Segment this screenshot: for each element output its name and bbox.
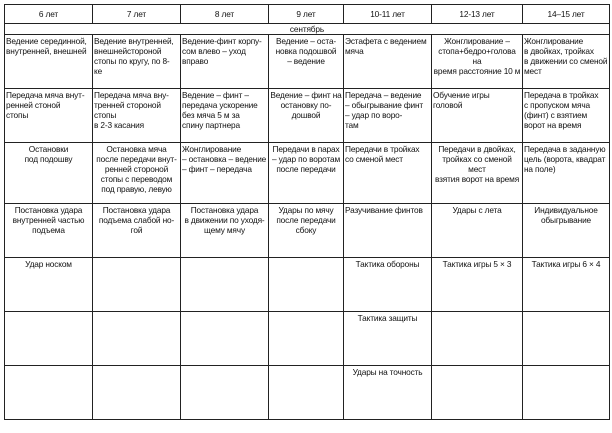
table-cell xyxy=(432,143,523,204)
table-cell xyxy=(5,143,93,204)
table-row xyxy=(5,35,610,89)
table-cell xyxy=(523,143,610,204)
table-cell xyxy=(523,35,610,89)
cell-text: Обучение игры головой xyxy=(433,90,490,110)
cell-text: Передача мяча внут- ренней стоной стопы xyxy=(6,90,85,120)
header-age-6: 6 лет xyxy=(5,5,93,24)
table-cell xyxy=(181,143,269,204)
table-cell xyxy=(523,258,610,312)
cell-text: Жонглирование в двойках, тройках в движении со сменой мест xyxy=(524,36,608,76)
table-cell xyxy=(344,366,432,420)
month-row xyxy=(5,24,610,35)
table-cell xyxy=(181,366,269,420)
cell-text: Передача в заданную цель (ворота, квадрат на поле) xyxy=(524,144,606,174)
table-cell xyxy=(181,312,269,366)
table-cell xyxy=(181,258,269,312)
cell-text: Передачи в парах – удар по воротам после передачи xyxy=(271,144,341,174)
table-row xyxy=(5,204,610,258)
cell-text: Тактика защиты xyxy=(357,313,418,323)
header-age-7: 7 лет xyxy=(93,5,181,24)
cell-text: Тактика обороны xyxy=(355,259,420,269)
cell-text: Ведение – оста- новка подошвой – ведение xyxy=(275,36,337,66)
cell-text: Удары с лета xyxy=(452,205,502,215)
cell-text: Тактика игры 5 × 3 xyxy=(442,259,512,269)
cell-text: Эстафета с ведением мяча xyxy=(345,36,427,56)
table-cell xyxy=(269,312,344,366)
header-age-12-13: 12-13 лет xyxy=(432,5,523,24)
table-cell xyxy=(269,366,344,420)
cell-text: Ведение-финт корпу- сом влево – уход вправо xyxy=(182,36,262,66)
cell-text: Ведение – финт на остановку по- дошвой xyxy=(270,90,342,120)
table-row xyxy=(5,258,610,312)
table-cell xyxy=(432,366,523,420)
table-cell xyxy=(344,143,432,204)
training-plan-table xyxy=(4,4,610,420)
table-cell xyxy=(5,89,93,143)
table-row xyxy=(5,89,610,143)
header-age-8: 8 лет xyxy=(181,5,269,24)
table-cell xyxy=(432,312,523,366)
header-age-9: 9 лет xyxy=(269,5,344,24)
cell-text: Удары по мячу после передачи сбоку xyxy=(276,205,336,235)
table-cell xyxy=(269,89,344,143)
table-row xyxy=(5,366,610,420)
table-cell xyxy=(432,89,523,143)
table-cell xyxy=(523,366,610,420)
table-cell xyxy=(5,312,93,366)
table-cell xyxy=(523,204,610,258)
cell-text: Удар носком xyxy=(25,259,72,269)
table-cell xyxy=(93,204,181,258)
table-cell xyxy=(93,366,181,420)
cell-text: Передача – ведение – обыгрывание финт – удар по воро- там xyxy=(345,90,424,130)
cell-text: Индивидуальное обыгрывание xyxy=(534,205,598,225)
table-cell xyxy=(93,312,181,366)
cell-text: Жонглирование – стопа+бедро+голова на время расстояние 10 м xyxy=(433,36,521,76)
cell-text: Тактика игры 6 × 4 xyxy=(531,259,601,269)
training-plan xyxy=(4,4,610,420)
header-row xyxy=(5,5,610,24)
table-cell xyxy=(269,35,344,89)
table-cell xyxy=(5,35,93,89)
table-cell xyxy=(344,35,432,89)
table-cell xyxy=(344,258,432,312)
cell-text: Ведение – финт – передача ускорение без мяча 5 м за спину партнера xyxy=(182,90,258,130)
table-cell xyxy=(344,204,432,258)
table-cell xyxy=(5,366,93,420)
cell-text: Ведение внутренней, внешнейстороной стопы по кругу, по 8- ке xyxy=(94,36,174,76)
table-cell xyxy=(93,89,181,143)
table-cell xyxy=(269,204,344,258)
cell-text: Удары на точность xyxy=(352,367,423,377)
table-cell xyxy=(344,89,432,143)
cell-text: Передача мяча вну- тренней стороной стопы в 2-3 касания xyxy=(94,90,169,130)
cell-text: Передачи в двойках, тройках со сменой мест взятия ворот на время xyxy=(434,144,520,184)
table-cell xyxy=(432,258,523,312)
cell-text: Разучивание финтов xyxy=(345,205,423,215)
month-label: сентябрь xyxy=(5,24,610,35)
table-cell xyxy=(432,204,523,258)
cell-text: Передача в тройках с пропуском мяча (финт) с взятием ворот на время xyxy=(524,90,599,130)
table-cell xyxy=(5,258,93,312)
table-cell xyxy=(523,89,610,143)
cell-text: Остановка мяча после передачи внут- ренней стороной стопы с переводом под правую, левую xyxy=(96,144,177,194)
cell-text: Постановка удара подъема слабой но- гой xyxy=(98,205,175,235)
table-cell xyxy=(269,143,344,204)
table-cell xyxy=(181,204,269,258)
table-cell xyxy=(344,312,432,366)
table-cell xyxy=(523,312,610,366)
table-cell xyxy=(5,204,93,258)
header-age-10-11: 10-11 лет xyxy=(344,5,432,24)
table-cell xyxy=(269,258,344,312)
cell-text: Ведение серединной, внутренней, внешней xyxy=(6,36,87,56)
cell-text: Передачи в тройках со сменой мест xyxy=(345,144,420,164)
cell-text: Постановка удара внутренней частью подъема xyxy=(12,205,85,235)
header-age-14-15: 14–15 лет xyxy=(523,5,610,24)
table-cell xyxy=(93,143,181,204)
cell-text: Остановки под подошву xyxy=(24,144,73,164)
table-cell xyxy=(93,35,181,89)
cell-text: Жонглирование – остановка – ведение – финт – передача xyxy=(182,144,267,174)
cell-text: Постановка удара в движении по уходя- щему мячу xyxy=(184,205,265,235)
table-cell xyxy=(93,258,181,312)
table-cell xyxy=(181,89,269,143)
table-row xyxy=(5,143,610,204)
table-cell xyxy=(432,35,523,89)
table-cell xyxy=(181,35,269,89)
table-row xyxy=(5,312,610,366)
